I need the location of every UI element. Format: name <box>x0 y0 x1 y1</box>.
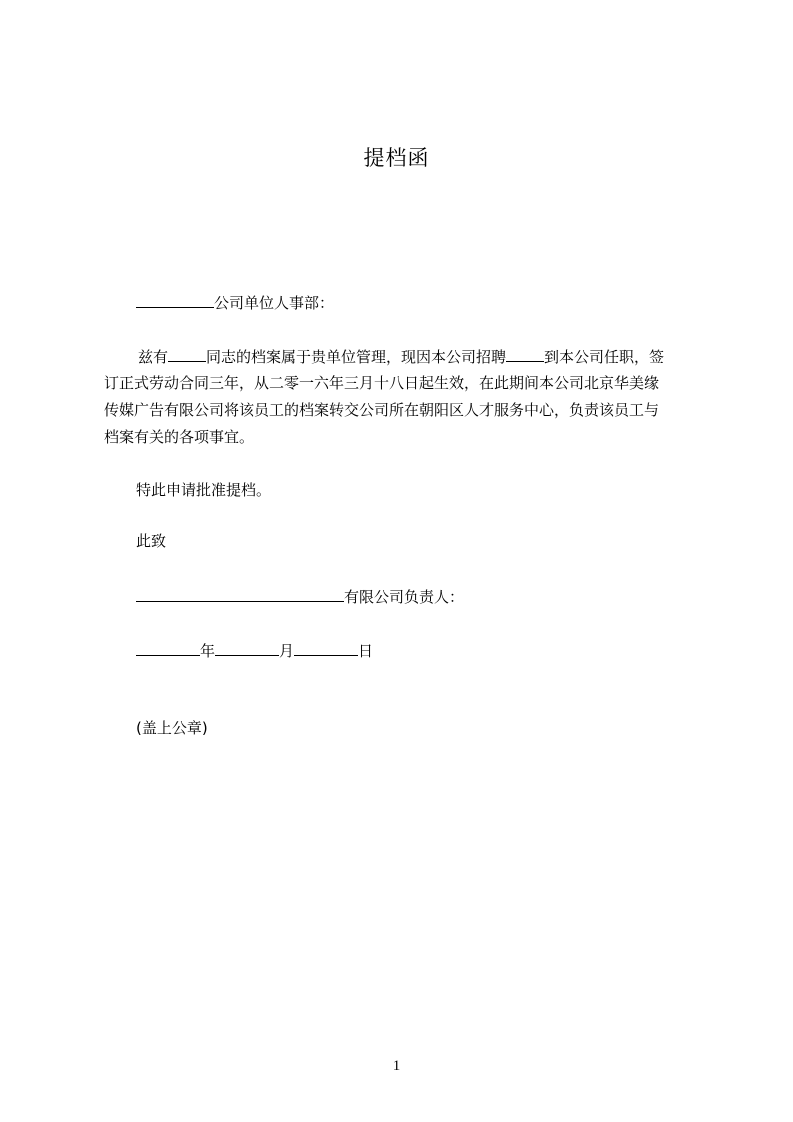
signatory-line <box>136 585 464 607</box>
company-name-blank <box>136 585 344 602</box>
month-label: 月 <box>279 642 295 660</box>
year-label: 年 <box>200 642 216 660</box>
body-line-4: 档案有关的各项事宜。 <box>104 428 255 446</box>
day-label: 日 <box>358 642 374 660</box>
body-line-2: 订正式劳动合同三年，从二零一六年三月十八日起生效，在此期间本公司北京华美缘 <box>104 374 660 392</box>
signatory-suffix: 有限公司负责人： <box>344 588 465 606</box>
body-line-1-part-3: 到本公司任职，签 <box>544 348 665 366</box>
page-title: 提档函 <box>363 146 430 170</box>
page-number: 1 <box>392 1058 401 1074</box>
addressee-suffix: 公司单位人事部： <box>214 294 335 312</box>
request-line: 特此申请批准提档。 <box>136 481 272 499</box>
body-line-1-part-2: 同志的档案属于贵单位管理，现因本公司招聘 <box>206 348 507 366</box>
body-line-1 <box>138 345 702 367</box>
addressee-blank <box>136 291 214 308</box>
addressee-line <box>136 291 334 313</box>
month-blank <box>215 639 279 656</box>
day-blank <box>294 639 358 656</box>
closing-line: 此致 <box>136 532 167 550</box>
body-line-1-part-1: 兹有 <box>138 348 169 366</box>
colleague-name-blank <box>168 345 206 362</box>
body-line-3: 传媒广告有限公司将该员工的档案转交公司所在朝阳区人才服务中心，负责该员工与 <box>104 401 660 419</box>
employee-name-blank <box>506 345 544 362</box>
year-blank <box>136 639 200 656</box>
date-line <box>136 639 373 661</box>
seal-note: (盖上公章) <box>136 719 208 737</box>
